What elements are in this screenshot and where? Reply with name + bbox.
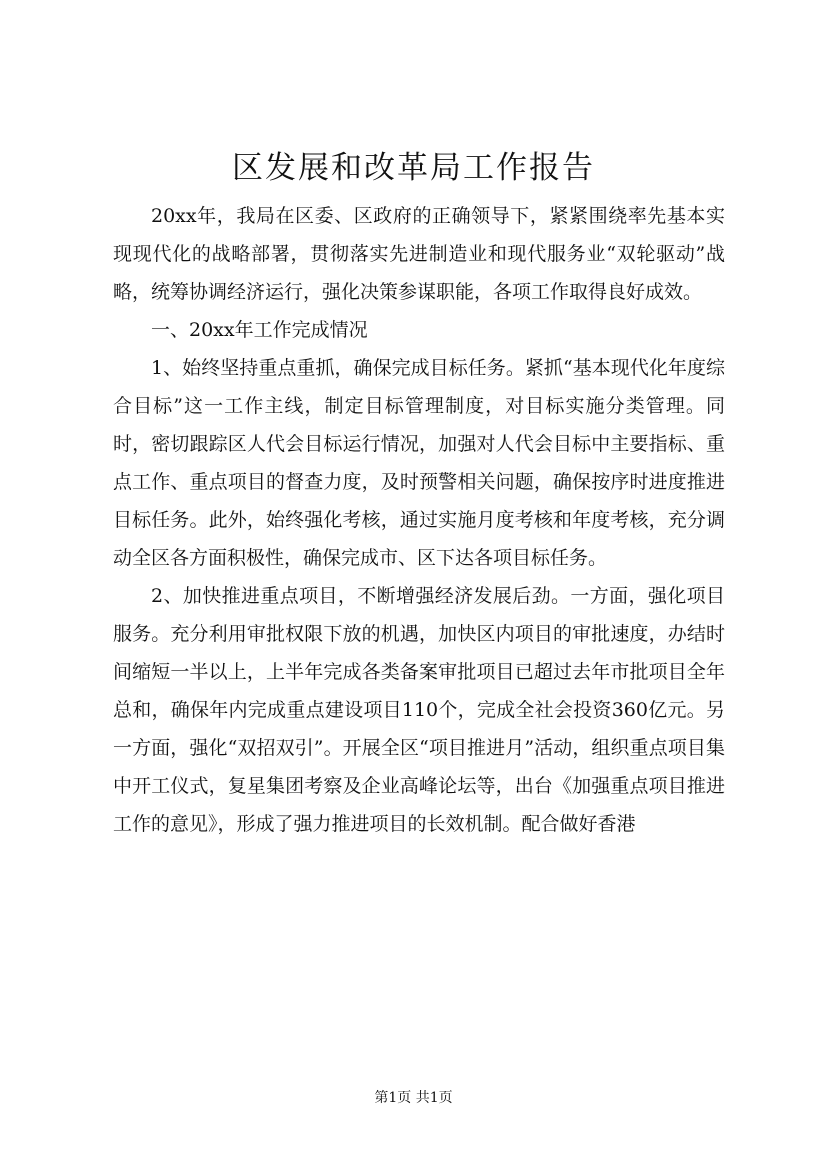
document-body [113,197,725,843]
section-heading: 一、20xx年工作完成情况 [151,319,368,341]
page-footer: 第1页 共1页 [374,1090,453,1106]
document-title: 区发展和改革局工作报告 [232,150,595,186]
paragraph-intro: 20xx年，我局在区委、区政府的正确领导下，紧紧围绕率先基本实现现代化的战略部署，贯彻落实先进制造业和现代服务业“双轮驱动”战略，统筹协调经济运行，强化决策参谋职能，各项工作取得良好成效。 [113,205,725,303]
paragraph-item-2: 2、加快推进重点项目，不断增强经济发展后劲。一方面，强化项目服务。充分利用审批权限下放的机遇，加快区内项目的审批速度，办结时间缩短一半以上，上半年完成各类备案审批项目已超过去年市批项目全年总和，确保年内完成重点建设项目110个，完成全社会投资360亿元。另一方面，强化“双招双引”。开展全区“项目推进月”活动，组织重点项目集中开工仪式，复星集团考察及企业高峰论坛等，出台《加强重点项目推进工作的意见》，形成了强力推进项目的长效机制。配合做好香港 [113,585,725,835]
paragraph-item-1: 1、始终坚持重点重抓，确保完成目标任务。紧抓“基本现代化年度综合目标”这一工作主线，制定目标管理制度，对目标实施分类管理。同时，密切跟踪区人代会目标运行情况，加强对人代会目标中主要指标、重点工作、重点项目的督查力度，及时预警相关问题，确保按序时进度推进目标任务。此外，始终强化考核，通过实施月度考核和年度考核，充分调动全区各方面积极性，确保完成市、区下达各项目标任务。 [113,357,725,569]
